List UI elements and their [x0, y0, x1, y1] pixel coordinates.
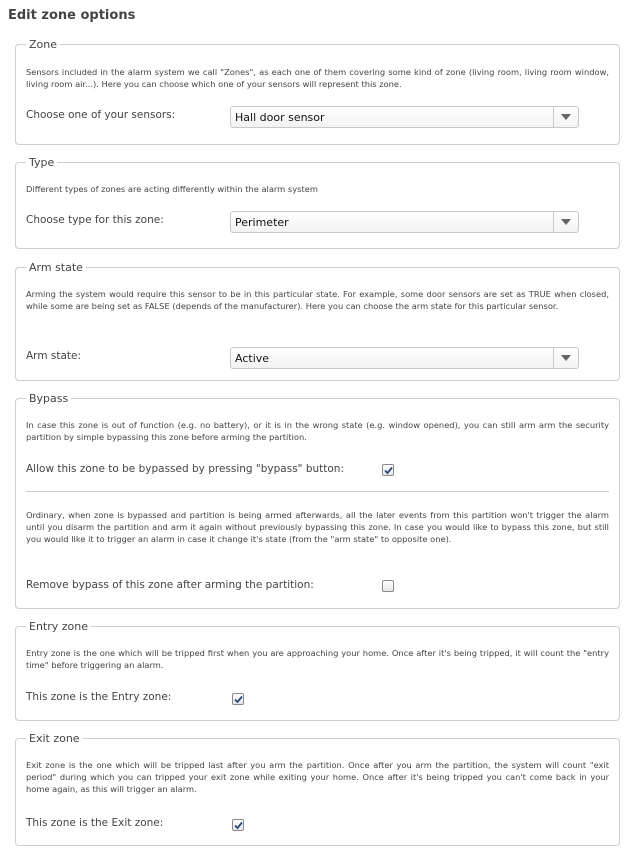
bypass-description-2: Ordinary, when zone is bypassed and partition is being armed afterwards, all the later events from this partition won't trigger the alarm until you disarm the partition and arm it again without previously bypassing this zone. In case you would like to bypass this zone, but still you would like it to trigger an alarm in case it change it's state (from the "arm state" to opposite one). [26, 510, 609, 544]
checkmark-icon [384, 466, 393, 475]
allow-bypass-label: Allow this zone to be bypassed by pressing "bypass" button: [26, 463, 345, 475]
type-select[interactable] [230, 211, 579, 233]
remove-bypass-label: Remove bypass of this zone after arming the partition: [26, 579, 314, 591]
exit-zone-legend: Exit zone [29, 732, 80, 745]
entry-zone-checkbox[interactable] [232, 693, 244, 705]
zone-section [15, 38, 620, 145]
sensor-select[interactable] [230, 106, 579, 128]
type-select-value: Perimeter [235, 216, 289, 229]
checkmark-icon [234, 695, 243, 704]
entry-zone-section [15, 620, 620, 721]
arm-state-select[interactable] [230, 347, 579, 369]
arm-state-select-value: Active [235, 352, 270, 365]
bypass-section [15, 392, 620, 609]
exit-zone-section [15, 732, 620, 846]
remove-bypass-checkbox[interactable] [382, 580, 394, 592]
type-section [15, 156, 620, 249]
bypass-legend: Bypass [29, 392, 69, 405]
type-description: Different types of zones are acting differently within the alarm system [26, 184, 318, 194]
arm-state-legend: Arm state [29, 261, 83, 274]
checkmark-icon [234, 821, 243, 830]
zone-legend: Zone [29, 38, 58, 51]
type-label: Choose type for this zone: [26, 214, 164, 226]
zone-description: Sensors included in the alarm system we call "Zones", as each one of them covering some kind of zone (living room, living room window, living room air...). Here you can choose which one of your sensors will represent this zone. [26, 67, 609, 89]
exit-zone-checkbox[interactable] [232, 819, 244, 831]
entry-zone-description: Entry zone is the one which will be tripped first when you are approaching your home. Once after it's being tripped, it will count the "entry time" before triggering an alarm. [26, 648, 609, 670]
type-legend: Type [29, 156, 55, 169]
arm-state-label: Arm state: [26, 350, 82, 362]
arm-state-section [15, 261, 620, 381]
exit-zone-description: Exit zone is the one which will be tripped last after you arm the partition. Once after you arm the partition, the system will count "exit period" during which you can tripped your exit zone while exiting your home. Once after it's being tripped you can't come back in your home again, as this will trigger an alarm. [26, 760, 609, 794]
page-title: Edit zone options [8, 8, 136, 23]
allow-bypass-checkbox[interactable] [382, 464, 394, 476]
chevron-down-icon[interactable] [553, 348, 578, 368]
exit-zone-label: This zone is the Exit zone: [26, 817, 164, 829]
bypass-divider [26, 491, 609, 492]
bypass-description: In case this zone is out of function (e.g. no battery), or it is in the wrong state (e.g. window opened), you can still arm arm the security partition by simple bypassing this zone before arming the partition. [26, 420, 609, 442]
sensor-label: Choose one of your sensors: [26, 109, 176, 121]
arm-state-description: Arming the system would require this sensor to be in this particular state. For example, some door sensors are set as TRUE when closed, while some are being set as FALSE (depends of the manufacturer). Here you can choose the arm state for this particular sensor. [26, 289, 609, 311]
sensor-select-value: Hall door sensor [235, 111, 325, 124]
chevron-down-icon[interactable] [553, 212, 578, 232]
entry-zone-label: This zone is the Entry zone: [26, 691, 172, 703]
entry-zone-legend: Entry zone [29, 620, 89, 633]
chevron-down-icon[interactable] [553, 107, 578, 127]
